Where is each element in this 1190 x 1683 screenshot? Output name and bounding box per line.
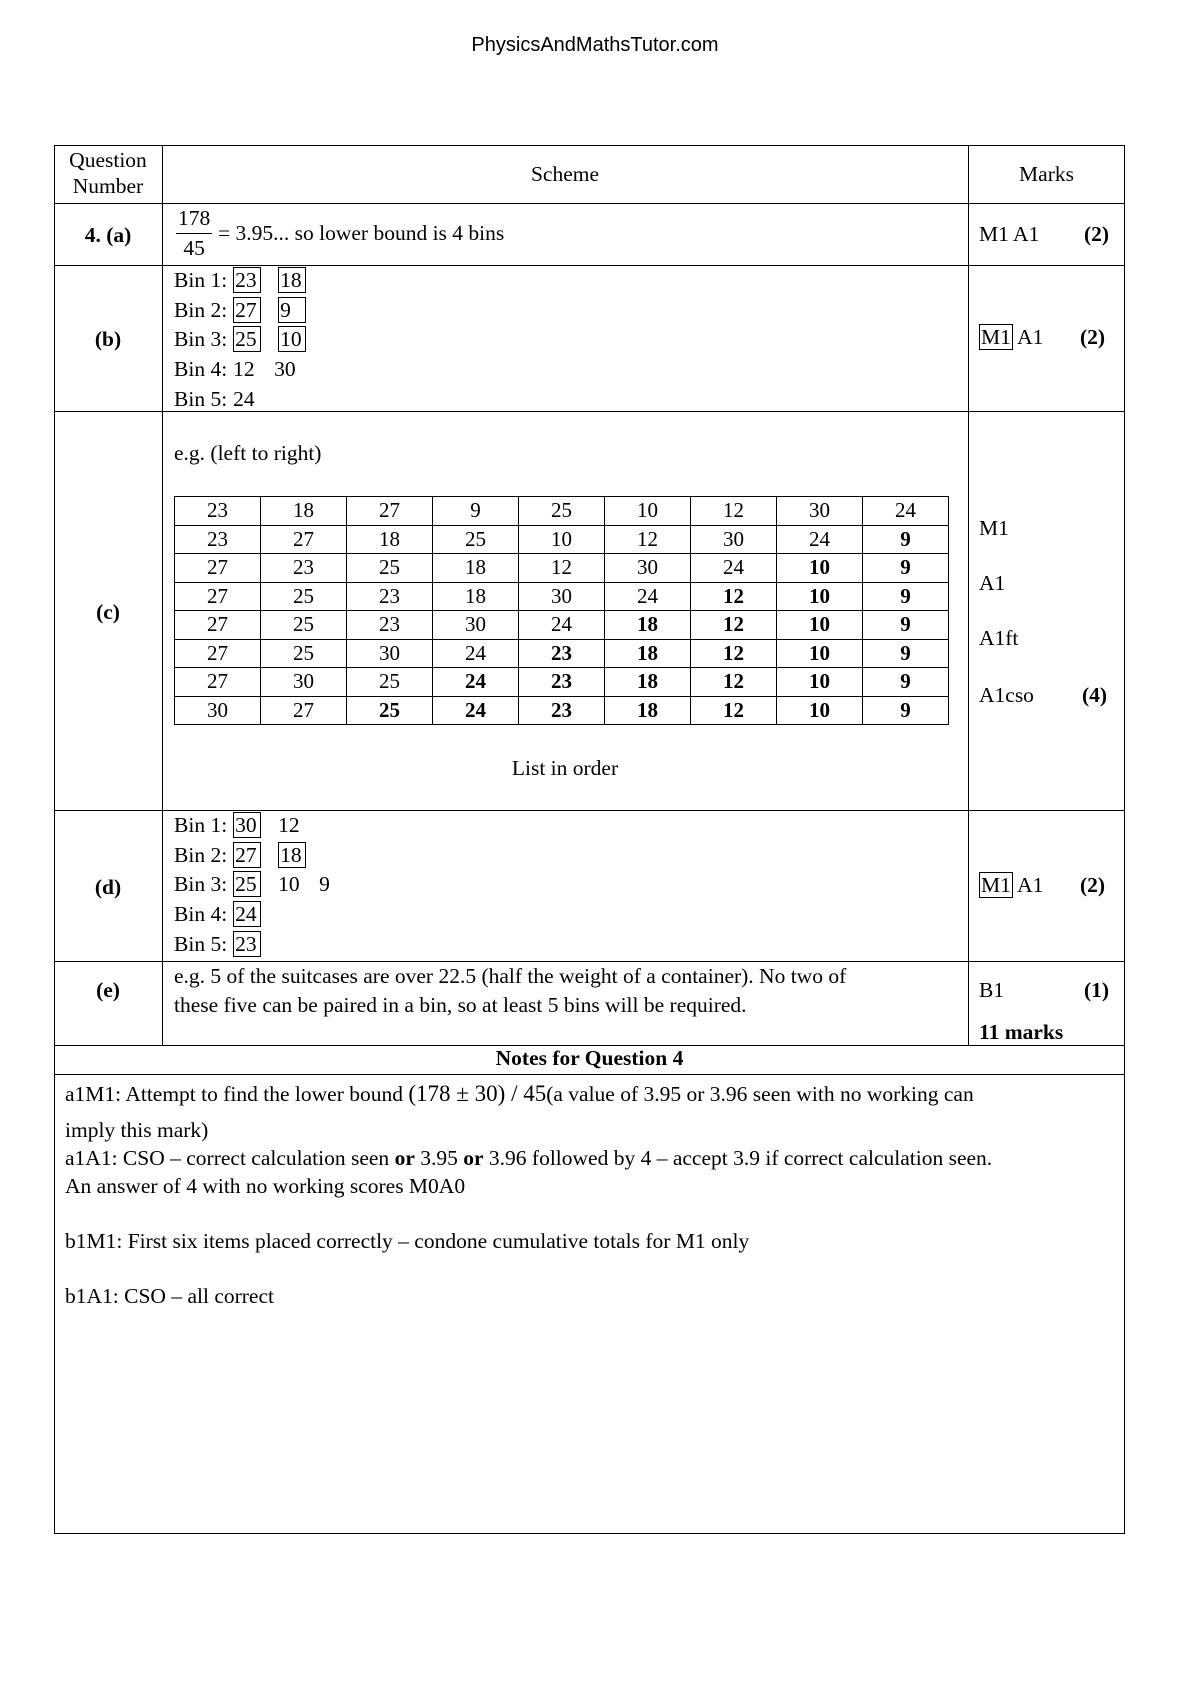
table-cell: 30	[605, 554, 691, 583]
bin-name: Bin 2:	[174, 297, 228, 322]
bin-line	[174, 296, 323, 326]
table-cell: 27	[175, 554, 261, 583]
note-text: a1M1: Attempt to find the lower bound	[65, 1082, 409, 1106]
table-cell: 23	[519, 668, 605, 697]
table-row	[175, 611, 949, 640]
table-cell: 12	[691, 582, 777, 611]
bin-item: 12	[278, 813, 300, 837]
note-text: 3.96 followed by 4 – accept 3.9 if correct calculation seen.	[483, 1146, 993, 1170]
bin-item: 30	[274, 357, 296, 382]
text-line: these five can be paired in a bin, so at least 5 bins will be required.	[174, 993, 747, 1017]
table-cell: 23	[175, 525, 261, 554]
part-a-marks: M1 A1	[979, 222, 1040, 246]
table-cell: 24	[433, 668, 519, 697]
part-e-label: (e)	[96, 978, 120, 1002]
bin-item: 9	[278, 297, 306, 323]
table-cell: 12	[691, 696, 777, 725]
bin-name: Bin 4:	[174, 357, 228, 382]
table-cell: 25	[261, 582, 347, 611]
bin-name: Bin 3:	[174, 327, 228, 352]
table-cell: 24	[691, 554, 777, 583]
header-marks: Marks	[1019, 162, 1074, 186]
table-cell: 24	[605, 582, 691, 611]
table-row	[175, 582, 949, 611]
table-cell: 23	[175, 497, 261, 526]
table-cell: 23	[347, 611, 433, 640]
bin-item: 24	[233, 386, 255, 411]
table-cell: 12	[605, 525, 691, 554]
table-cell: 10	[519, 525, 605, 554]
bin-name: Bin 1:	[174, 813, 228, 837]
table-cell: 18	[605, 639, 691, 668]
table-cell: 12	[691, 611, 777, 640]
part-c-mark-1: M1	[979, 516, 1009, 540]
bin-item: 25	[233, 326, 261, 352]
bin-item: 18	[278, 267, 306, 293]
part-c-total: (4)	[1082, 683, 1108, 707]
table-cell: 10	[777, 554, 863, 583]
text-line: e.g. 5 of the suitcases are over 22.5 (half the weight of a container). No two of	[174, 964, 847, 988]
table-cell: 25	[519, 497, 605, 526]
table-cell: 12	[519, 554, 605, 583]
bin-name: Bin 2:	[174, 842, 228, 867]
note-expression: (178 ± 30) / 45	[408, 1081, 547, 1106]
bin-line	[174, 841, 360, 871]
bin-line	[174, 930, 360, 960]
part-c-label: (c)	[96, 600, 120, 624]
part-d-marks	[979, 873, 1043, 898]
table-cell: 24	[863, 497, 949, 526]
table-cell: 10	[777, 582, 863, 611]
part-e-total: (1)	[1084, 978, 1110, 1002]
bin-line	[174, 870, 360, 900]
table-row	[175, 554, 949, 583]
table-cell: 10	[777, 668, 863, 697]
table-cell: 9	[863, 696, 949, 725]
bin-name: Bin 1:	[174, 268, 228, 292]
bin-item: 10	[278, 326, 306, 352]
header-question-number	[54, 147, 162, 199]
table-cell: 30	[519, 582, 605, 611]
sorting-table	[174, 496, 949, 725]
divider	[1124, 145, 1125, 1533]
note-a1m1-cont: imply this mark)	[65, 1118, 209, 1142]
note-b1m1: b1M1: First six items placed correctly – condone cumulative totals for M1 only	[65, 1229, 750, 1253]
bin-name: Bin 3:	[174, 872, 228, 897]
part-c-footer: List in order	[511, 756, 619, 780]
bin-line	[174, 266, 323, 296]
table-cell: 27	[261, 525, 347, 554]
table-cell: 27	[175, 611, 261, 640]
bin-item: 27	[233, 842, 261, 868]
table-cell: 23	[261, 554, 347, 583]
notes-title: Notes for Question 4	[495, 1046, 684, 1070]
table-cell: 25	[261, 611, 347, 640]
table-cell: 25	[347, 696, 433, 725]
table-cell: 24	[433, 639, 519, 668]
table-cell: 27	[175, 668, 261, 697]
denominator: 45	[183, 236, 205, 260]
bin-line	[174, 355, 323, 385]
table-cell: 24	[519, 611, 605, 640]
divider	[54, 1074, 1125, 1075]
table-cell: 10	[777, 611, 863, 640]
part-b-bins	[174, 266, 323, 414]
table-cell: 25	[347, 668, 433, 697]
header-question-line: Question	[69, 148, 147, 172]
table-cell: 18	[261, 497, 347, 526]
bin-name: Bin 5:	[174, 386, 228, 411]
boxed-mark: M1	[981, 325, 1011, 349]
table-cell: 27	[175, 639, 261, 668]
note-a1a1	[65, 1146, 992, 1171]
table-cell: 18	[433, 554, 519, 583]
bin-item: 12	[233, 357, 255, 382]
table-cell: 9	[863, 611, 949, 640]
bin-item: 9	[319, 872, 330, 897]
table-cell: 30	[433, 611, 519, 640]
note-a1a1-cont: An answer of 4 with no working scores M0A0	[65, 1174, 466, 1198]
bin-item: 30	[233, 812, 261, 838]
table-cell: 23	[519, 696, 605, 725]
part-c-intro: e.g. (left to right)	[174, 441, 322, 465]
table-row	[175, 525, 949, 554]
table-cell: 30	[347, 639, 433, 668]
table-cell: 27	[175, 582, 261, 611]
table-cell: 25	[261, 639, 347, 668]
table-cell: 18	[605, 696, 691, 725]
table-row	[175, 639, 949, 668]
table-cell: 12	[691, 668, 777, 697]
note-bold: or	[463, 1146, 484, 1170]
table-cell: 12	[691, 639, 777, 668]
bin-line	[174, 811, 360, 841]
table-cell: 10	[605, 497, 691, 526]
table-cell: 10	[777, 696, 863, 725]
table-cell: 27	[347, 497, 433, 526]
table-cell: 30	[691, 525, 777, 554]
table-cell: 25	[433, 525, 519, 554]
note-bold: or	[394, 1146, 415, 1170]
table-cell: 18	[347, 525, 433, 554]
note-text: (a value of 3.95 or 3.96 seen with no working can	[546, 1082, 974, 1106]
bin-line	[174, 900, 360, 930]
table-cell: 9	[433, 497, 519, 526]
divider	[54, 145, 1125, 146]
note-text: a1A1: CSO – correct calculation seen	[65, 1146, 395, 1170]
part-d-label: (d)	[94, 875, 122, 899]
grand-total: 11 marks	[979, 1020, 1064, 1044]
header-number-line: Number	[72, 174, 144, 198]
note-text: 3.95	[414, 1146, 464, 1170]
table-cell: 27	[261, 696, 347, 725]
part-e-marks: B1	[979, 978, 1005, 1002]
divider	[54, 203, 1125, 204]
site-header: PhysicsAndMathsTutor.com	[471, 34, 719, 56]
divider	[162, 145, 163, 1045]
table-cell: 23	[519, 639, 605, 668]
table-cell: 18	[433, 582, 519, 611]
table-row	[175, 497, 949, 526]
bin-item: 18	[278, 842, 306, 868]
part-d-total: (2)	[1080, 873, 1106, 897]
table-cell: 9	[863, 525, 949, 554]
part-c-mark-4: A1cso	[979, 683, 1034, 707]
table-cell: 10	[777, 639, 863, 668]
table-cell: 23	[347, 582, 433, 611]
part-e-text	[174, 962, 846, 1020]
table-cell: 25	[347, 554, 433, 583]
bin-item: 10	[278, 872, 300, 897]
part-a-total: (2)	[1084, 222, 1110, 246]
fraction	[176, 204, 212, 263]
table-cell: 18	[605, 611, 691, 640]
table-cell: 9	[863, 582, 949, 611]
table-row	[175, 696, 949, 725]
header-scheme: Scheme	[530, 162, 600, 186]
bin-item: 23	[233, 267, 261, 293]
bin-name: Bin 4:	[174, 902, 228, 927]
numerator: 178	[176, 204, 212, 234]
table-cell: 9	[863, 639, 949, 668]
table-cell: 9	[863, 668, 949, 697]
mark: A1	[1017, 873, 1044, 897]
part-d-bins	[174, 811, 360, 959]
bin-item: 24	[233, 901, 261, 927]
divider	[54, 145, 55, 1533]
boxed-mark: M1	[981, 873, 1011, 897]
part-a-text: = 3.95... so lower bound is 4 bins	[218, 221, 505, 245]
table-cell: 30	[175, 696, 261, 725]
mark: A1	[1017, 325, 1044, 349]
bin-line	[174, 385, 323, 415]
table-cell: 30	[261, 668, 347, 697]
table-cell: 18	[605, 668, 691, 697]
part-b-marks	[979, 325, 1043, 350]
table-cell: 12	[691, 497, 777, 526]
part-c-mark-3: A1ft	[979, 626, 1019, 650]
bin-item: 25	[233, 871, 261, 897]
part-b-label: (b)	[94, 327, 122, 351]
table-cell: 9	[863, 554, 949, 583]
table-cell: 24	[777, 525, 863, 554]
table-cell: 30	[777, 497, 863, 526]
note-a1m1	[65, 1081, 974, 1107]
part-a-label: 4. (a)	[84, 223, 132, 247]
bin-item: 23	[233, 931, 261, 957]
table-cell: 24	[433, 696, 519, 725]
bin-name: Bin 5:	[174, 931, 228, 956]
note-b1a1: b1A1: CSO – all correct	[65, 1284, 274, 1308]
bin-line	[174, 325, 323, 355]
part-c-mark-2: A1	[979, 571, 1006, 595]
part-b-total: (2)	[1080, 325, 1106, 349]
divider	[968, 145, 969, 1045]
table-row	[175, 668, 949, 697]
bin-item: 27	[233, 297, 261, 323]
divider	[54, 1533, 1125, 1534]
